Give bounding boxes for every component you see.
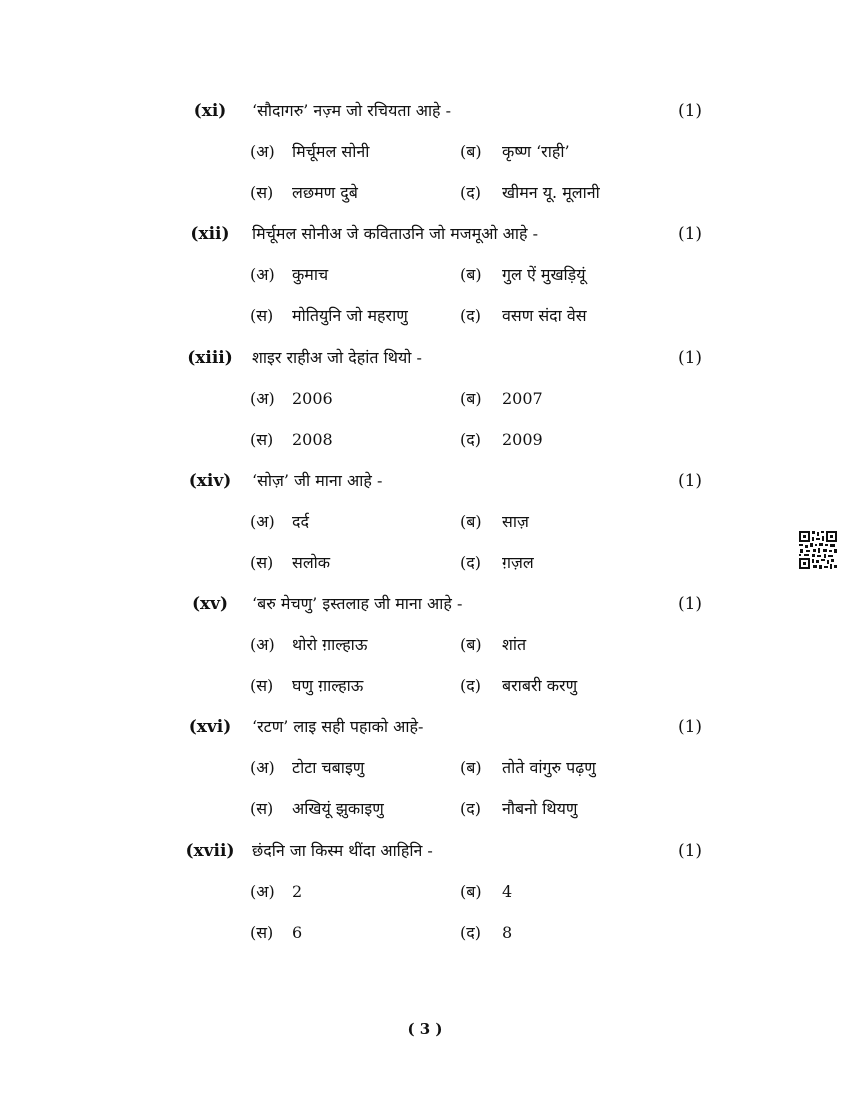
option-b: [460, 880, 512, 904]
option-d: [460, 797, 578, 821]
option-label: (द): [460, 799, 481, 818]
option-text: 2007: [502, 389, 543, 408]
question-marks: (1): [677, 841, 703, 861]
option-text: 8: [502, 923, 513, 942]
option-text: 2008: [292, 430, 333, 449]
option-label: (ब): [460, 635, 482, 654]
option-c: [250, 921, 302, 945]
option-label: (स): [250, 923, 274, 942]
option-c: [250, 428, 333, 452]
option-text: गुल ऐं मुखड़ियूं: [502, 265, 586, 284]
option-text: ग़ज़ल: [502, 553, 534, 572]
option-a: [250, 756, 364, 780]
option-text: 2006: [292, 389, 333, 408]
option-text: घणु ग़ाल्हाऊ: [292, 676, 364, 695]
question-number: (xiii): [187, 348, 233, 368]
option-text: साज़: [502, 512, 529, 531]
question-text: ‘सौदागरु’ नज़्म जो रचियता आहे -: [252, 101, 452, 120]
option-c: [250, 181, 358, 205]
option-label: (अ): [250, 142, 275, 161]
option-text: 2009: [502, 430, 543, 449]
option-text: कृष्ण ‘राही’: [502, 142, 570, 161]
option-label: (स): [250, 430, 274, 449]
option-d: [460, 674, 577, 698]
question-marks: (1): [677, 224, 703, 244]
option-label: (अ): [250, 265, 275, 284]
option-c: [250, 304, 408, 328]
question-xv: [0, 592, 850, 712]
question-text: मिर्चूमल सोनीअ जे कविताउनि जो मजमूओ आहे -: [252, 224, 539, 243]
option-a: [250, 140, 369, 164]
option-label: (द): [460, 306, 481, 325]
option-label: (अ): [250, 758, 275, 777]
option-text: बराबरी करणु: [502, 676, 578, 695]
option-a: [250, 633, 367, 657]
option-label: (स): [250, 553, 274, 572]
option-label: (द): [460, 676, 481, 695]
question-text: ‘बरु मेचणु’ इस्तलाह जी माना आहे -: [252, 594, 463, 613]
option-label: (ब): [460, 882, 482, 901]
question-xii: [0, 222, 850, 342]
option-a: [250, 880, 302, 904]
option-d: [460, 428, 543, 452]
option-label: (द): [460, 923, 481, 942]
question-marks: (1): [677, 348, 703, 368]
option-text: खीमन यू. मूलानी: [502, 183, 600, 202]
option-label: (ब): [460, 512, 482, 531]
option-text: मिर्चूमल सोनी: [292, 142, 370, 161]
option-label: (स): [250, 799, 274, 818]
option-text: वसण संदा वेस: [502, 306, 587, 325]
option-label: (द): [460, 430, 481, 449]
question-marks: (1): [677, 101, 703, 121]
option-b: [460, 140, 570, 164]
option-label: (अ): [250, 512, 275, 531]
question-xi: [0, 99, 850, 219]
page-number: ( 3 ): [407, 1020, 443, 1038]
option-text: टोटा चबाइणु: [292, 758, 365, 777]
option-text: शांत: [502, 635, 527, 654]
question-number: (xi): [193, 101, 227, 121]
option-b: [460, 510, 529, 534]
option-c: [250, 797, 384, 821]
option-text: नौबनो थियणु: [502, 799, 578, 818]
option-label: (अ): [250, 635, 275, 654]
option-text: अखियूं झुकाइणु: [292, 799, 384, 818]
option-label: (द): [460, 553, 481, 572]
question-text: शाइर राहीअ जो देहांत थियो -: [252, 348, 422, 367]
option-label: (ब): [460, 758, 482, 777]
option-text: सलोक: [292, 553, 331, 572]
option-b: [460, 263, 586, 287]
option-text: लछमण दुबे: [292, 183, 358, 202]
question-xiv: [0, 469, 850, 589]
option-text: तोते वांगुरु पढ़णु: [502, 758, 596, 777]
question-marks: (1): [677, 471, 703, 491]
option-text: दर्द: [292, 512, 309, 531]
question-number: (xvii): [185, 841, 235, 861]
option-b: [460, 387, 543, 411]
question-number: (xv): [191, 594, 229, 614]
option-text: 2: [292, 882, 303, 901]
option-d: [460, 181, 600, 205]
question-text: छंदनि जा किस्म थींदा आहिनि -: [252, 841, 433, 860]
question-marks: (1): [677, 594, 703, 614]
option-text: कुमाच: [292, 265, 329, 284]
question-text: ‘सोज़’ जी माना आहे -: [252, 471, 383, 490]
option-text: 6: [292, 923, 303, 942]
option-label: (स): [250, 306, 274, 325]
option-a: [250, 387, 333, 411]
option-label: (ब): [460, 142, 482, 161]
question-xiii: [0, 346, 850, 466]
option-d: [460, 921, 512, 945]
option-c: [250, 551, 330, 575]
option-label: (अ): [250, 389, 275, 408]
option-label: (स): [250, 183, 274, 202]
option-b: [460, 633, 526, 657]
option-text: 4: [502, 882, 513, 901]
option-a: [250, 263, 328, 287]
option-b: [460, 756, 596, 780]
option-a: [250, 510, 309, 534]
question-marks: (1): [677, 717, 703, 737]
option-label: (स): [250, 676, 274, 695]
option-text: मोतियुनि जो महराणु: [292, 306, 408, 325]
option-label: (ब): [460, 389, 482, 408]
question-number: (xiv): [188, 471, 232, 491]
question-number: (xii): [190, 224, 230, 244]
option-c: [250, 674, 363, 698]
qr-code-icon: [798, 530, 838, 570]
option-d: [460, 551, 534, 575]
option-label: (अ): [250, 882, 275, 901]
option-label: (ब): [460, 265, 482, 284]
option-d: [460, 304, 587, 328]
question-xvii: [0, 839, 850, 959]
question-text: ‘रटण’ लाइ सही पहाको आहे-: [252, 717, 424, 736]
question-xvi: [0, 715, 850, 835]
option-label: (द): [460, 183, 481, 202]
question-number: (xvi): [188, 717, 232, 737]
option-text: थोरो ग़ाल्हाऊ: [292, 635, 368, 654]
